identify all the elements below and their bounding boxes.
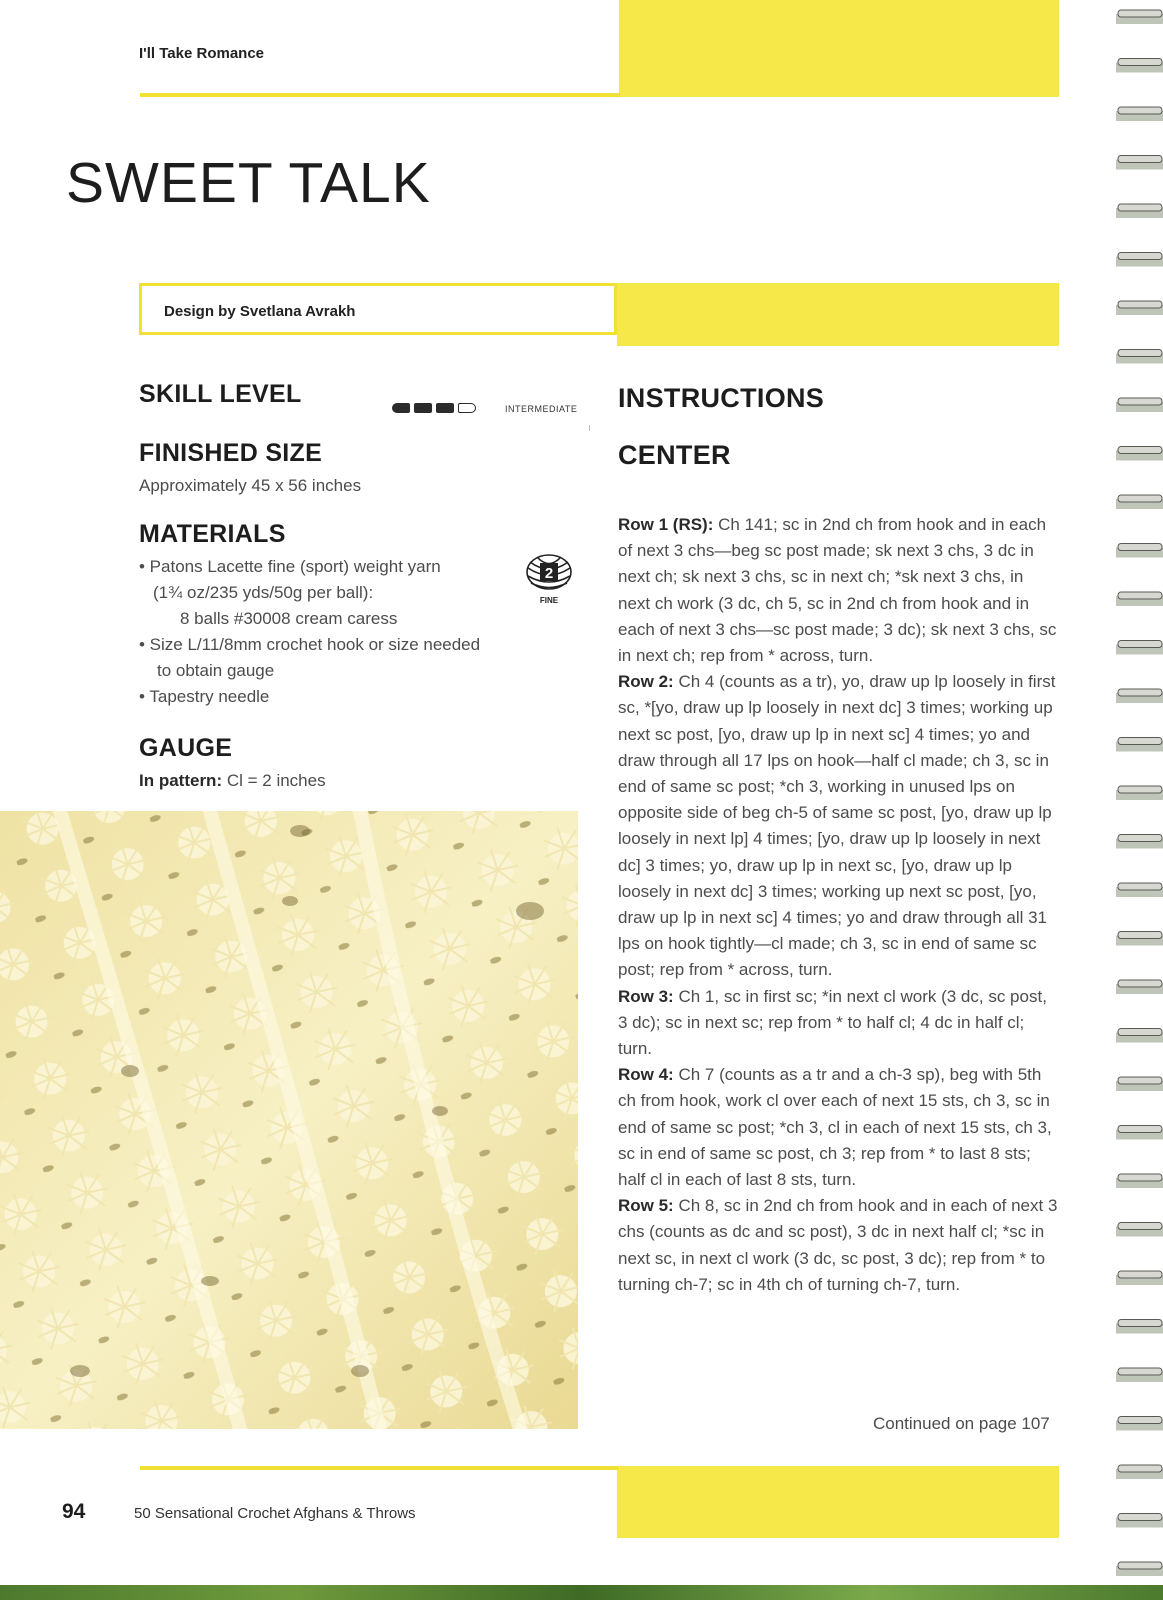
finished-size-text: Approximately 45 x 56 inches <box>139 476 362 495</box>
page-number: 94 <box>62 1500 86 1523</box>
footer-yellow-block <box>617 1466 1059 1538</box>
coil <box>1118 1223 1162 1230</box>
center-subheading: CENTER <box>618 440 731 470</box>
row-paragraph: Row 3: Ch 1, sc in first sc; *in next cl work (3 dc, sc post, 3 dc); sc in next sc; rep from * to half cl; 4 dc in half cl; turn. <box>618 986 1047 1059</box>
coil <box>1118 156 1162 163</box>
gauge-text: In pattern: Cl = 2 inches <box>139 771 326 790</box>
coil <box>1118 59 1162 66</box>
row-paragraph: Row 4: Ch 7 (counts as a tr and a ch-3 sp), beg with 5th ch from hook, work cl over each of next 15 sts, ch 3, sc in end of same sc post; *ch 3, cl in each of next 15 sts, ch 3, sc in end of same sc post, ch 3; rep from * to last 8 sts; half cl in each of last 8 sts, turn. <box>618 1065 1052 1190</box>
header-rule <box>140 93 620 97</box>
coil <box>1118 1174 1162 1181</box>
row-paragraph: Row 1 (RS): Ch 141; sc in 2nd ch from hook and in each of next 3 chs—beg sc post made; sk next 3 chs, 3 dc in next ch; sk next 3 chs, sc in next ch; *sk next 3 chs, in next ch work (3 dc, ch 5, sc in 2nd ch from hook and in each of next 3 chs—sc post made; 3 dc); sk next 3 chs, sc in next ch; rep from * across, turn. <box>618 515 1057 666</box>
coil <box>1118 883 1162 890</box>
materials-heading: MATERIALS <box>139 520 286 548</box>
skill-segment-filled <box>414 403 432 413</box>
skill-segment-empty <box>458 403 476 413</box>
coil <box>1118 1271 1162 1278</box>
crochet-afghan-photo <box>0 811 578 1429</box>
coil <box>1118 1465 1162 1472</box>
skill-segment-filled <box>392 403 410 413</box>
continued-note: Continued on page 107 <box>873 1414 1050 1433</box>
coil <box>1118 204 1162 211</box>
coil <box>1118 253 1162 260</box>
coil <box>1118 980 1162 987</box>
coil <box>1118 738 1162 745</box>
coil <box>1118 835 1162 842</box>
coil <box>1118 641 1162 648</box>
materials-item: • Patons Lacette fine (sport) weight yarn (1¾ oz/235 yds/50g per ball): 8 balls #30008 cream caress <box>139 557 441 628</box>
coil <box>1118 447 1162 454</box>
row-paragraph: Row 2: Ch 4 (counts as a tr), yo, draw up lp loosely in first sc, *[yo, draw up lp loosely in next dc] 3 times; working up next sc post, [yo, draw up lp in next sc] 4 times; yo and draw through all 17 lps on hook—half cl made; ch 3, sc in end of same sc post; *ch 3, working in unused lps on opposite side of beg ch-5 of same sc post, [yo, draw up lp loosely in next lp] 4 times; [yo, draw up lp loosely in next dc] 3 times; yo, draw up lp in next sc, [yo, draw up lp loosely in next dc] 3 times; working up next sc post, [yo, draw up lp in next sc] 4 times; yo and draw through all 31 lps on hook tightly—cl made; ch 3, sc in end of same sc post; rep from * across, turn. <box>618 672 1056 980</box>
coil <box>1118 495 1162 502</box>
coil <box>1118 1320 1162 1327</box>
coil <box>1118 689 1162 696</box>
materials-item: • Size L/11/8mm crochet hook or size needed to obtain gauge <box>139 635 481 680</box>
skill-level-meter <box>392 403 476 413</box>
designer-credit: Design by Svetlana Avrakh <box>164 303 356 320</box>
coil <box>1118 1077 1162 1084</box>
instructions-heading: INSTRUCTIONS <box>618 383 825 413</box>
yarn-weight-icon <box>521 552 577 608</box>
skill-level-label: INTERMEDIATE <box>505 404 578 414</box>
column-divider <box>589 425 590 431</box>
coil <box>1118 1126 1162 1133</box>
coil <box>1118 1514 1162 1521</box>
svg-text:2: 2 <box>544 565 554 582</box>
coil <box>1118 786 1162 793</box>
gauge-heading: GAUGE <box>139 734 233 762</box>
coil <box>1118 592 1162 599</box>
row-paragraph: Row 5: Ch 8, sc in 2nd ch from hook and in each of next 3 chs (counts as dc and sc post), 3 dc in next half cl; *sc in next sc, in next cl work (3 dc, sc post, 3 dc); rep from * to turning ch-7; sc in 4th ch of turning ch-7, turn. <box>618 1196 1058 1294</box>
instructions-body <box>618 512 1058 1298</box>
svg-text:FINE: FINE <box>539 596 559 605</box>
coil <box>1118 301 1162 308</box>
background-grass <box>0 1585 1163 1600</box>
coil <box>1118 932 1162 939</box>
materials-item: • Tapestry needle <box>139 687 270 706</box>
coil <box>1118 398 1162 405</box>
designer-yellow-block <box>617 283 1059 346</box>
coil <box>1118 1562 1162 1569</box>
coil <box>1118 107 1162 114</box>
coil <box>1118 1368 1162 1375</box>
header-yellow-block <box>619 0 1059 97</box>
spiral-binding <box>1116 0 1163 1600</box>
skill-segment-filled <box>436 403 454 413</box>
coil <box>1118 1417 1162 1424</box>
coil <box>1118 350 1162 357</box>
finished-size-heading: FINISHED SIZE <box>139 439 323 467</box>
materials-list <box>139 554 559 710</box>
footer-rule <box>140 1466 618 1470</box>
skill-level-heading: SKILL LEVEL <box>139 380 302 408</box>
chapter-title: I'll Take Romance <box>139 45 265 62</box>
coil <box>1118 544 1162 551</box>
book-title: 50 Sensational Crochet Afghans & Throws <box>134 1505 416 1522</box>
coil <box>1118 10 1162 17</box>
page-title: SWEET TALK <box>66 151 431 215</box>
coil <box>1118 1029 1162 1036</box>
